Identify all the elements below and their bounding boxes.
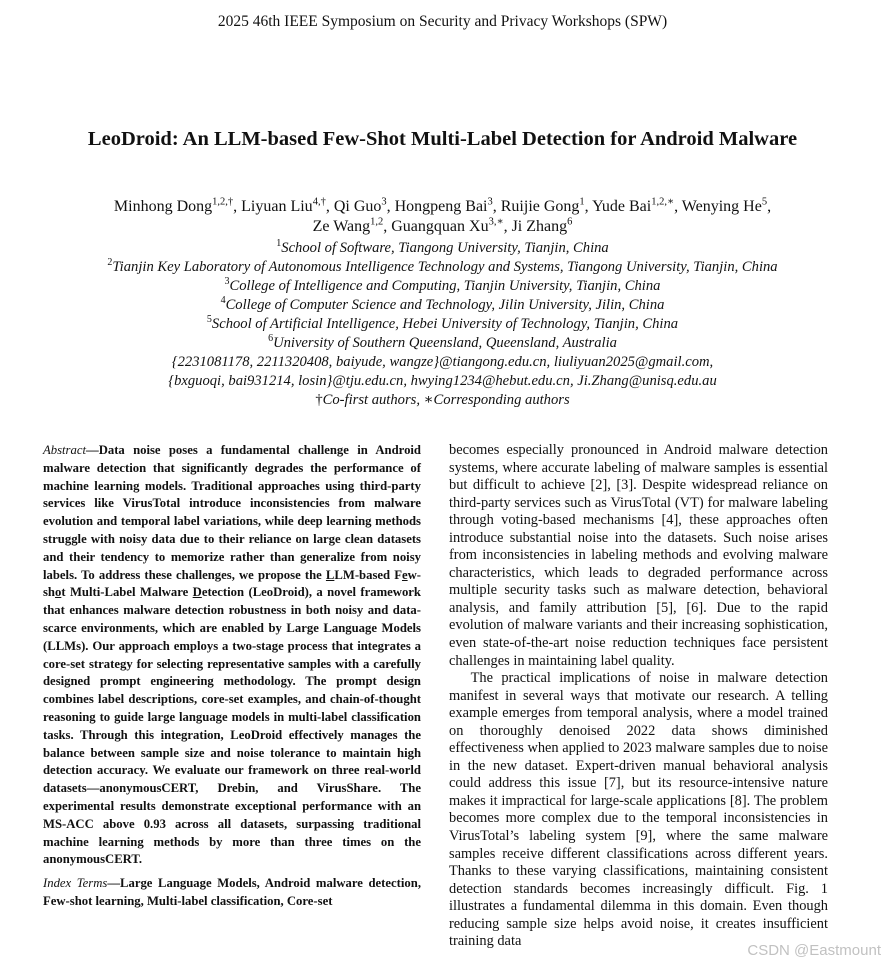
body-paragraph: The practical implications of noise in malware detection manifest in several ways that motivate our research. A telling example emerges from temporal analysis, where a model trained on thoroughly denoised 2022 data shows diminished effectiveness when applied to 2023 malware samples due to noise in the new dataset. Expert-driven manual behavioral analysis could address this issue [7], but its resource-intensive nature makes it impractical for large-scale applications [8]. The problem becomes more complex due to the temporal inconsistencies in VirusTotal’s labeling system [9], where the same malware samples receive different classifications across different years. Thanks to these varying classifications, maintaining consistent detection standards becomes increasingly difficult. Fig. 1 illustrates a fundamental dilemma in this domain. Even though reducing sample size helps avoid noise, it creates insufficient training data <box>449 670 828 950</box>
affiliation-line: $^4$College of Computer Science and Technology, Jilin University, Jilin, China <box>220 295 665 313</box>
affiliation-line: $^2$Tianjin Key Laboratory of Autonomous Intelligence Technology and Systems, Tiangong University, Tianjin, China <box>107 257 778 275</box>
index-terms-paragraph: Index Terms—Large Language Models, Android malware detection, Few-shot learning, Multi-label classification, Core-set <box>43 876 421 908</box>
author: Yude Bai$^{1,2,∗}$, <box>592 196 682 215</box>
author: Ji Zhang$^6$ <box>511 216 573 235</box>
abstract-paragraph: Abstract—Data noise poses a fundamental challenge in Android malware detection that significantly degrades the performance of machine learning models. Traditional approaches using third-party services like VirusTotal introduce inconsistencies from malware evolution and temporal label variations, while deep learning methods struggle with noisy data due to their reliance on large clean datasets and their tendency to memorize rather than generalize from noisy labels. To address these challenges, we propose the LLM-based Few-shot Multi-Label Malware Detection (LeoDroid), a novel framework that enhances malware detection robustness in both noisy and data-scarce environments, which are enabled by Large Language Models (LLMs). Our approach employs a two-stage process that integrates a core-set strategy for selecting representative samples with a carefully designed prompt engineering methodology. The prompt design combines label descriptions, core-set examples, and chain-of-thought reasoning to guide large language models in multi-label classification tasks. Through this integration, LeoDroid effectively manages the balance between sample size and noise tolerance to maintain high detection accuracy. We evaluate our framework on three real-world datasets—anonymousCERT, Drebin, and VirusShare. The experimental results demonstrate exceptional performance with an MS-ACC above 0.93 across all datasets, surpassing traditional machine learning methods by more than three times on the anonymousCERT. <box>43 443 422 867</box>
author: Qi Guo$^3$, <box>333 196 395 215</box>
abstract-column <box>43 442 421 911</box>
affiliation-line: $^5$School of Artificial Intelligence, Hebei University of Technology, Tianjin, China <box>206 314 679 332</box>
index-terms-label: Index Terms <box>43 876 108 891</box>
email-line: {2231081178, 2211320408, baiyude, wangze}@tiangong.edu.cn, liuliyuan2025@gmail.com, <box>171 354 714 370</box>
paper-title: LeoDroid: An LLM-based Few-Shot Multi-Label Detection for Android Malware <box>87 128 798 150</box>
watermark: CSDN @Eastmount <box>747 942 881 959</box>
affiliation-line: $^3$College of Intelligence and Computing, Tianjin University, Tianjin, China <box>224 276 661 294</box>
author: Ruijie Gong$^1$, <box>500 196 593 215</box>
author: Guangquan $Xu^{3,∗}$, <box>391 216 512 235</box>
abstract-label: Abstract <box>43 443 86 457</box>
affiliation-line: $^1$School of Software, Tiangong University, Tianjin, China <box>276 238 609 256</box>
author: Liyuan Liu$^{4,\dagger}$, <box>241 196 334 215</box>
conference-header: 2025 46th IEEE Symposium on Security and Privacy Workshops (SPW) <box>217 13 668 30</box>
body-paragraph: becomes especially pronounced in Android malware detection systems, where accurate labeling of malware samples is essential but difficult to achieve [2], [3]. Despite widespread reliance on third-party services such as VirusTotal (VT) for malware labeling through voting-based mechanisms [4], these approaches often introduce substantial noise into the datasets. Such noise arises from inconsistencies in labeling methods and evolving malware characteristics, which leads to degraded performance across multiple security tasks such as malware detection, behavioral analysis, and family attribution [5], [6]. Due to the rapid evolution of malware variants and their increasing sophistication, even state-of-the-art noise reduction techniques face persistent challenges in maintaining label quality. <box>449 442 828 669</box>
affiliations <box>0 239 885 410</box>
author: Ze Wang$^{1,2}$, <box>312 216 392 235</box>
author-notes: †Co-first authors, ∗Corresponding authors <box>315 392 570 408</box>
author: Minhong Dong$^{1,2,\dagger}$, <box>113 196 242 215</box>
author-list <box>40 197 845 236</box>
affiliation-line: $^6$University of Southern Queensland, Queensland, Australia <box>268 333 617 351</box>
body-column <box>449 442 828 951</box>
email-line: {bxguoqi, bai931214, losin}@tju.edu.cn, hwying1234@hebut.edu.cn, Ji.Zhang@unisq.edu.au <box>168 373 717 389</box>
author: Wenying He$^5$, <box>681 196 772 215</box>
author: Hongpeng Bai$^3$, <box>394 196 501 215</box>
